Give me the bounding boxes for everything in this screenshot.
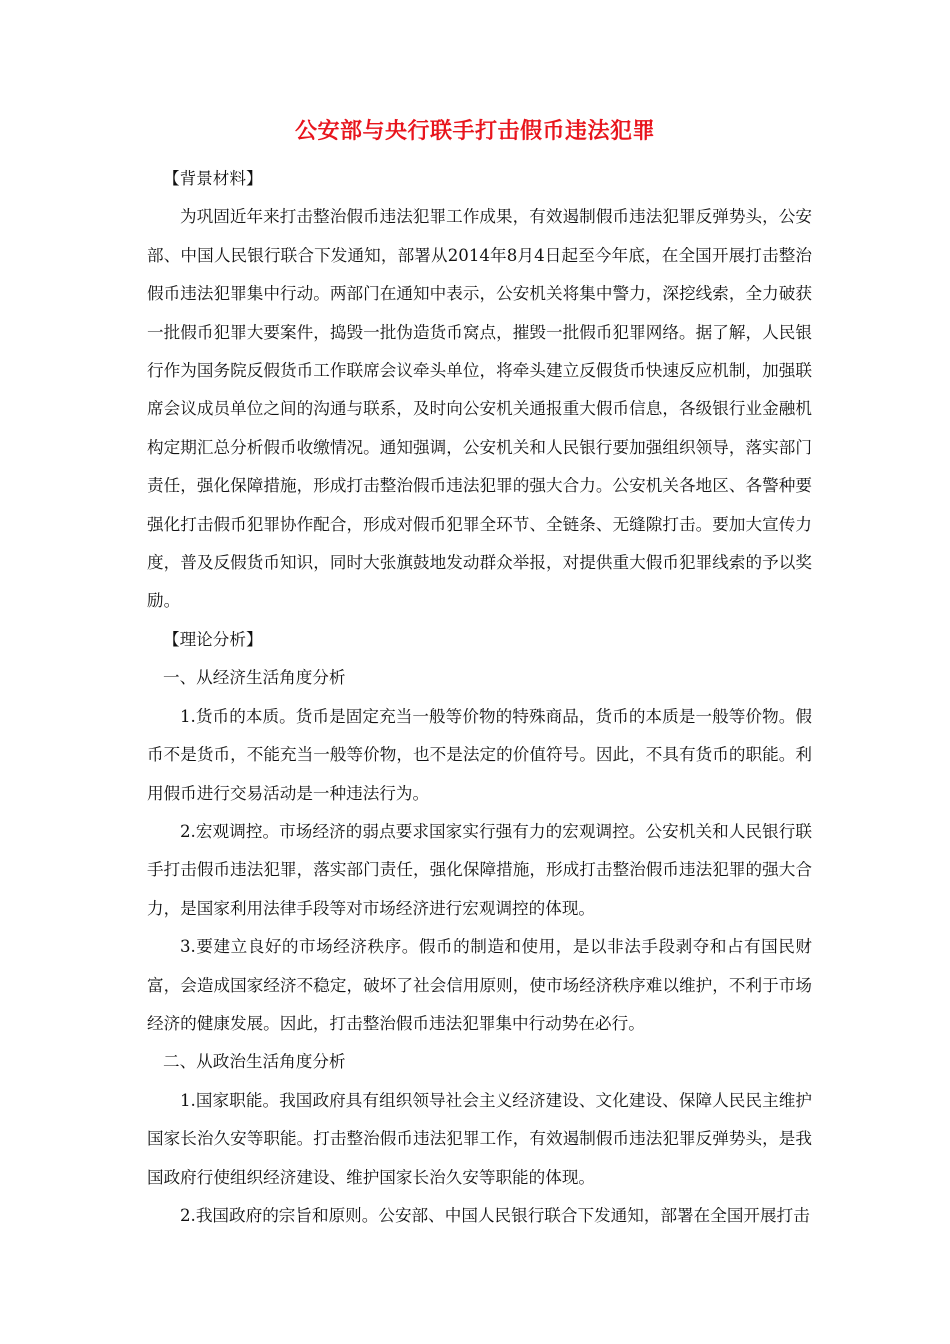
economic-point-2: 2.宏观调控。市场经济的弱点要求国家实行强有力的宏观调控。公安机关和人民银行联手打击假币违法犯罪，落实部门责任，强化保障措施，形成打击整治假币违法犯罪的强大合力，是国家利用法律手段等对市场经济进行宏观调控的体现。	[147, 821, 812, 918]
document-body	[147, 160, 812, 1235]
economic-point-1: 1.货币的本质。货币是固定充当一般等价物的特殊商品，货币的本质是一般等价物。假币不是货币，不能充当一般等价物，也不是法定的价值符号。因此，不具有货币的职能。利用假币进行交易活动是一种违法行为。	[147, 706, 812, 803]
document-title: 公安部与央行联手打击假币违法犯罪	[294, 119, 655, 144]
background-heading: 【背景材料】	[163, 169, 263, 188]
economic-point-3: 3.要建立良好的市场经济秩序。假币的制造和使用，是以非法手段剥夺和占有国民财富，会造成国家经济不稳定，破坏了社会信用原则，使市场经济秩序难以维护，不利于市场经济的健康发展。因此，打击整治假币违法犯罪集中行动势在必行。	[147, 937, 812, 1033]
political-point-1: 1.国家职能。我国政府具有组织领导社会主义经济建设、文化建设、保障人民民主维护国家长治久安等职能。打击整治假币违法犯罪工作，有效遏制假币违法犯罪反弹势头，是我国政府行使组织经济建设、维护国家长治久安等职能的体现。	[147, 1090, 812, 1187]
economic-heading: 一、从经济生活角度分析	[163, 668, 346, 688]
background-paragraph: 为巩固近年来打击整治假币违法犯罪工作成果，有效遏制假币违法犯罪反弹势头，公安部、中国人民银行联合下发通知，部署从2014年8月4日起至今年底，在全国开展打击整治假币违法犯罪集中行动。两部门在通知中表示，公安机关将集中警力，深挖线索，全力破获一批假币犯罪大要案件，捣毁一批伪造货币窝点，摧毁一批假币犯罪网络。据了解，人民银行作为国务院反假货币工作联席会议牵头单位，将牵头建立反假货币快速反应机制，加强联席会议成员单位之间的沟通与联系，及时向公安机关通报重大假币信息，各级银行业金融机构定期汇总分析假币收缴情况。通知强调，公安机关和人民银行要加强组织领导，落实部门责任，强化保障措施，形成打击整治假币违法犯罪的强大合力。公安机关各地区、各警种要强化打击假币犯罪协作配合，形成对假币犯罪全环节、全链条、无缝隙打击。要加大宣传力度，普及反假货币知识，同时大张旗鼓地发动群众举报，对提供重大假币犯罪线索的予以奖励。	[147, 207, 812, 611]
political-heading: 二、从政治生活角度分析	[163, 1052, 346, 1072]
theory-heading: 【理论分析】	[163, 629, 263, 649]
political-point-2: 2.我国政府的宗旨和原则。公安部、中国人民银行联合下发通知，部署在全国开展打击	[180, 1205, 810, 1225]
